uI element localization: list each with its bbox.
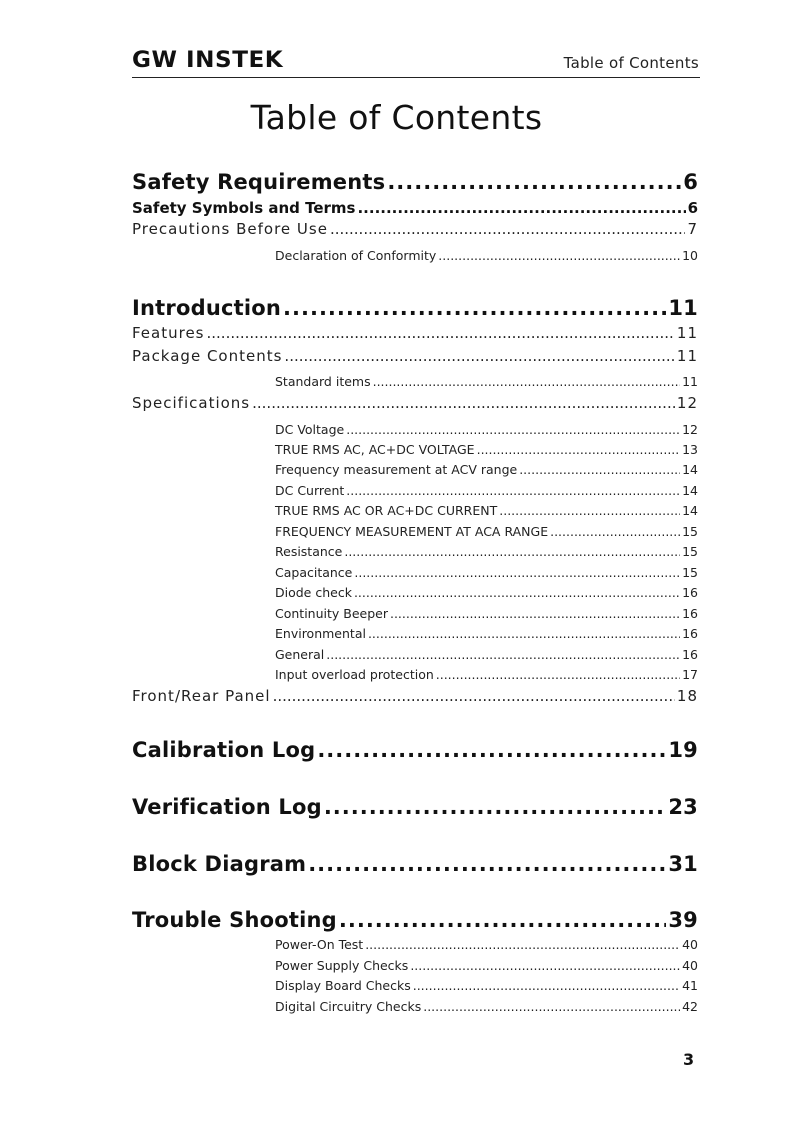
toc-entry[interactable]: [275, 374, 698, 389]
toc-entry-title: Block Diagram: [132, 852, 307, 876]
toc-leader-dots: [550, 524, 680, 539]
toc-leader-dots: [207, 324, 675, 342]
toc-entry[interactable]: [275, 958, 698, 973]
toc-entry-title: Introduction: [132, 296, 282, 320]
gw-instek-logo: GW INSTEK: [132, 48, 284, 73]
toc-leader-dots: [519, 462, 680, 477]
toc-entry-page: 16: [682, 606, 698, 621]
toc-entry-title: Diode check: [275, 585, 352, 600]
toc-entry[interactable]: [275, 978, 698, 993]
toc-entry-title: Features: [132, 324, 205, 342]
toc-entry-title: Front/Rear Panel: [132, 687, 271, 705]
toc-entry-title: Safety Symbols and Terms: [132, 199, 356, 217]
toc-entry[interactable]: [275, 544, 698, 559]
toc-entry[interactable]: [275, 937, 698, 952]
toc-leader-dots: [413, 978, 680, 993]
toc-entry[interactable]: [132, 220, 698, 238]
toc-entry-title: Resistance: [275, 544, 343, 559]
toc-entry-title: Trouble Shooting: [132, 908, 337, 932]
toc-entry[interactable]: [275, 483, 698, 498]
toc-entry[interactable]: [132, 795, 698, 819]
toc-leader-dots: [438, 248, 680, 263]
toc-entry[interactable]: [132, 324, 698, 342]
toc-leader-dots: [387, 170, 681, 194]
toc-entry-page: 14: [682, 503, 698, 518]
toc-entry[interactable]: [275, 422, 698, 437]
toc-entry-title: Continuity Beeper: [275, 606, 388, 621]
toc-entry-title: TRUE RMS AC OR AC+DC CURRENT: [275, 503, 498, 518]
toc-leader-dots: [283, 296, 666, 320]
toc-entry-page: 16: [682, 626, 698, 641]
toc-entry-page: 7: [687, 220, 698, 238]
toc-entry[interactable]: [275, 647, 698, 662]
toc-entry[interactable]: [132, 738, 698, 762]
toc-entry-page: 40: [682, 958, 698, 973]
toc-entry[interactable]: [275, 503, 698, 518]
toc-leader-dots: [365, 937, 680, 952]
toc-leader-dots: [330, 220, 686, 238]
page-number: 3: [683, 1050, 695, 1069]
toc-entry-page: 11: [676, 324, 698, 342]
toc-leader-dots: [357, 199, 685, 217]
toc-entry-title: FREQUENCY MEASUREMENT AT ACA RANGE: [275, 524, 549, 539]
toc-entry-title: General: [275, 647, 325, 662]
toc-entry-page: 15: [682, 544, 698, 559]
toc-leader-dots: [324, 795, 667, 819]
toc-entry[interactable]: [132, 852, 698, 876]
toc-entry-title: Safety Requirements: [132, 170, 386, 194]
toc-entry-page: 14: [682, 483, 698, 498]
toc-entry[interactable]: [275, 565, 698, 580]
running-header-title: Table of Contents: [563, 54, 699, 72]
toc-entry-page: 40: [682, 937, 698, 952]
toc-entry[interactable]: [132, 908, 698, 932]
toc-entry[interactable]: [132, 170, 698, 194]
toc-leader-dots: [308, 852, 666, 876]
toc-entry[interactable]: [275, 667, 698, 682]
toc-entry-title: Calibration Log: [132, 738, 316, 762]
toc-entry-page: 18: [676, 687, 698, 705]
toc-entry-title: Precautions Before Use: [132, 220, 328, 238]
toc-leader-dots: [284, 347, 674, 365]
toc-entry-page: 23: [668, 795, 698, 819]
toc-leader-dots: [346, 483, 680, 498]
toc-leader-dots: [410, 958, 680, 973]
toc-leader-dots: [317, 738, 666, 762]
toc-entry[interactable]: [132, 687, 698, 705]
toc-entry-page: 15: [682, 565, 698, 580]
toc-entry-title: Environmental: [275, 626, 366, 641]
toc-entry-title: Power Supply Checks: [275, 958, 409, 973]
toc-entry[interactable]: [275, 999, 698, 1014]
toc-leader-dots: [346, 422, 680, 437]
toc-entry-title: Standard items: [275, 374, 371, 389]
toc-entry-title: Frequency measurement at ACV range: [275, 462, 518, 477]
toc-entry[interactable]: [132, 347, 698, 365]
toc-entry-title: Verification Log: [132, 795, 322, 819]
toc-entry[interactable]: [275, 462, 698, 477]
toc-entry[interactable]: [132, 394, 698, 412]
toc-entry-page: 13: [682, 442, 698, 457]
toc-entry-title: Digital Circuitry Checks: [275, 999, 422, 1014]
toc-entry-title: Input overload protection: [275, 667, 434, 682]
toc-leader-dots: [436, 667, 680, 682]
page-title: Table of Contents: [250, 98, 543, 137]
toc-entry-page: 6: [687, 199, 698, 217]
toc-entry-title: Specifications: [132, 394, 251, 412]
toc-entry[interactable]: [275, 606, 698, 621]
toc-entry[interactable]: [275, 585, 698, 600]
toc-entry-page: 31: [668, 852, 698, 876]
toc-entry-title: Display Board Checks: [275, 978, 411, 993]
toc-entry-page: 42: [682, 999, 698, 1014]
toc-entry-page: 16: [682, 585, 698, 600]
toc-entry-title: TRUE RMS AC, AC+DC VOLTAGE: [275, 442, 475, 457]
toc-leader-dots: [252, 394, 675, 412]
toc-entry-title: Package Contents: [132, 347, 283, 365]
toc-leader-dots: [339, 908, 666, 932]
toc-entry-page: 16: [682, 647, 698, 662]
toc-entry-title: Capacitance: [275, 565, 353, 580]
toc-entry[interactable]: [275, 442, 698, 457]
toc-entry[interactable]: [132, 199, 698, 217]
toc-leader-dots: [354, 565, 680, 580]
toc-entry-page: 17: [682, 667, 698, 682]
toc-entry[interactable]: [275, 626, 698, 641]
toc-entry-title: DC Voltage: [275, 422, 345, 437]
toc-leader-dots: [423, 999, 680, 1014]
toc-entry-page: 10: [682, 248, 698, 263]
toc-entry-page: 11: [668, 296, 698, 320]
toc-leader-dots: [368, 626, 680, 641]
toc-leader-dots: [373, 374, 681, 389]
toc-entry-page: 14: [682, 462, 698, 477]
toc-entry-page: 12: [682, 422, 698, 437]
toc-entry-page: 41: [682, 978, 698, 993]
toc-leader-dots: [390, 606, 680, 621]
toc-entry-page: 39: [668, 908, 698, 932]
toc-leader-dots: [273, 687, 675, 705]
toc-entry-title: DC Current: [275, 483, 345, 498]
toc-leader-dots: [477, 442, 681, 457]
toc-entry[interactable]: [275, 248, 698, 263]
toc-entry-page: 12: [676, 394, 698, 412]
toc-entry-title: Power-On Test: [275, 937, 364, 952]
toc-entry-page: 11: [682, 374, 698, 389]
toc-leader-dots: [326, 647, 680, 662]
toc-entry-page: 15: [682, 524, 698, 539]
toc-entry[interactable]: [132, 296, 698, 320]
toc-entry-page: 11: [676, 347, 698, 365]
toc-leader-dots: [344, 544, 680, 559]
toc-entry-title: Declaration of Conformity: [275, 248, 437, 263]
toc-leader-dots: [499, 503, 680, 518]
toc-leader-dots: [354, 585, 680, 600]
toc-entry-page: 19: [668, 738, 698, 762]
toc-entry-page: 6: [683, 170, 698, 194]
toc-entry[interactable]: [275, 524, 698, 539]
